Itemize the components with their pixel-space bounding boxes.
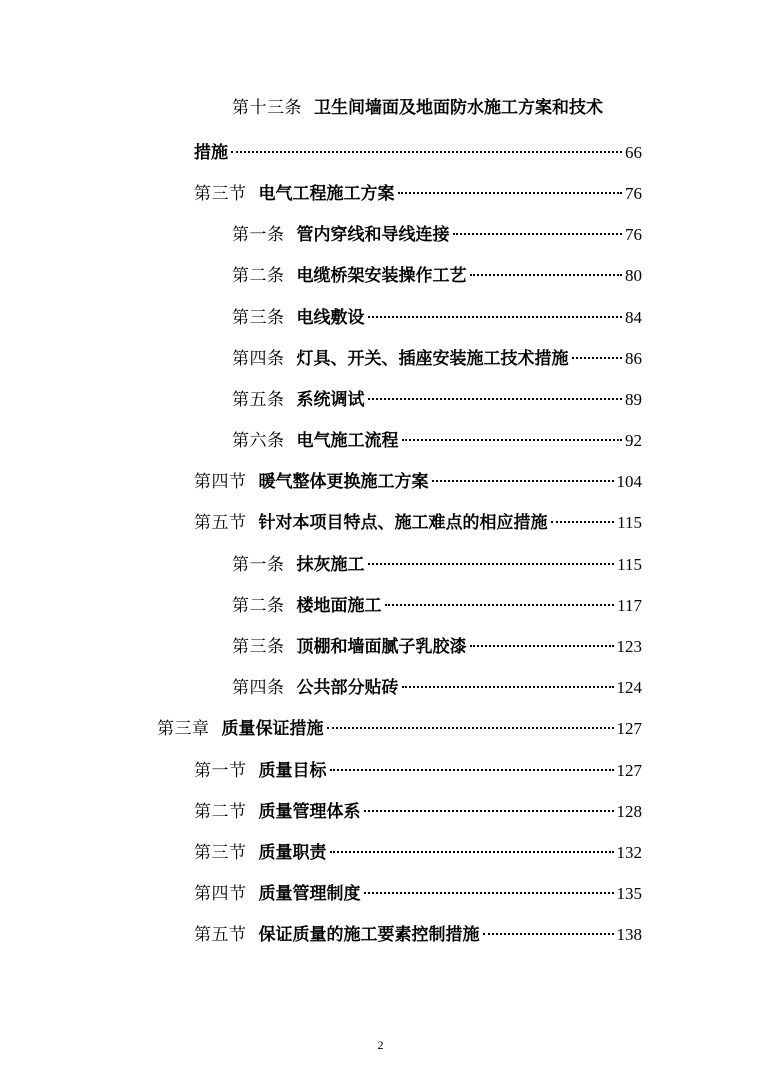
dot-leader: [330, 851, 614, 853]
dot-leader: [330, 769, 614, 771]
toc-entry-number: 第六条: [232, 431, 285, 451]
toc-entry-page: 115: [617, 555, 642, 574]
toc-entry-page: 104: [616, 472, 642, 491]
toc-entry-number: 第四条: [232, 349, 285, 369]
toc-entry-number: 第二条: [232, 596, 285, 616]
toc-entry-number: 第二条: [232, 266, 285, 286]
toc-entry-page: 128: [616, 802, 642, 821]
toc-entry-title: 电缆桥架安装操作工艺: [296, 266, 467, 286]
toc-entry-page: 115: [617, 513, 642, 532]
toc-entry-number: 第一节: [194, 761, 247, 781]
toc-entry-title: 电气施工流程: [296, 431, 399, 451]
toc-entry-title: 质量目标: [258, 761, 327, 781]
toc-entry[interactable]: [157, 714, 642, 744]
toc-entry-title: 公共部分贴砖: [296, 678, 399, 698]
toc-entry-page: 123: [616, 637, 642, 656]
toc-entry-page: 127: [616, 719, 642, 738]
toc-entry[interactable]: [232, 426, 642, 456]
toc-entry[interactable]: [232, 550, 642, 580]
toc-entry-page: 89: [625, 390, 642, 409]
toc-entry-page: 86: [625, 349, 642, 368]
toc-entry-title: 质量保证措施: [221, 719, 324, 739]
dot-leader: [368, 563, 615, 565]
toc-entry-page: 84: [625, 308, 642, 327]
toc-entry-number: 第五节: [194, 513, 247, 533]
toc-entry-number: 第三章: [157, 719, 210, 739]
dot-leader: [327, 727, 614, 729]
dot-leader: [551, 521, 615, 523]
toc-entry[interactable]: [194, 797, 642, 827]
toc-entry-number: 第一条: [232, 225, 285, 245]
toc-entry-page: 132: [616, 843, 642, 862]
dot-leader: [364, 810, 614, 812]
toc-entry-title: 针对本项目特点、施工难点的相应措施: [258, 513, 548, 533]
toc-entry-title: 电线敷设: [296, 308, 365, 328]
toc-entry-title: 卫生间墙面及地面防水施工方案和技术: [314, 98, 603, 118]
toc-entry[interactable]: [232, 385, 642, 415]
dot-leader: [398, 192, 623, 194]
dot-leader: [364, 892, 614, 894]
toc-entry-number: 第三条: [232, 308, 285, 328]
toc-entry[interactable]: [232, 673, 642, 703]
toc-entry[interactable]: [232, 344, 642, 374]
toc-entry-title: 管内穿线和导线连接: [296, 225, 450, 245]
toc-entry[interactable]: [194, 920, 642, 950]
toc-entry[interactable]: [194, 179, 642, 209]
page-number: 2: [377, 1038, 384, 1052]
dot-leader: [572, 357, 623, 359]
dot-leader: [368, 398, 623, 400]
toc-entry[interactable]: [232, 303, 642, 333]
toc-entry-page: 76: [625, 225, 642, 244]
toc-entry-page: 124: [616, 678, 642, 697]
dot-leader: [231, 151, 622, 153]
toc-entry-number: 第四节: [194, 884, 247, 904]
toc-entry-page: 92: [625, 431, 642, 450]
toc-entry[interactable]: [194, 756, 642, 786]
toc-entry-page: 66: [625, 143, 642, 162]
toc-entry[interactable]: [194, 838, 642, 868]
toc-entry-title: 暖气整体更换施工方案: [258, 472, 429, 492]
toc-entry[interactable]: [232, 591, 642, 621]
toc-entry-page: 80: [625, 266, 642, 285]
toc-entry-number: 第三节: [194, 843, 247, 863]
toc-entry-title: 灯具、开关、插座安装施工技术措施: [296, 349, 569, 369]
toc-entry-number: 第四条: [232, 678, 285, 698]
toc-entry-page: 76: [625, 184, 642, 203]
toc-entry-title: 顶棚和墙面腻子乳胶漆: [296, 637, 467, 657]
dot-leader: [483, 933, 614, 935]
toc-entry-number: 第二节: [194, 802, 247, 822]
toc-entry-number: 第十三条: [232, 98, 302, 118]
dot-leader: [402, 439, 623, 441]
toc-entry-title: 保证质量的施工要素控制措施: [258, 925, 480, 945]
toc-entry-title: 楼地面施工: [296, 596, 382, 616]
toc-entry-page: 138: [616, 925, 642, 944]
dot-leader: [385, 604, 615, 606]
toc-entry[interactable]: [232, 261, 642, 291]
toc-entry-number: 第五节: [194, 925, 247, 945]
toc-entry-number: 第一条: [232, 555, 285, 575]
toc-entry-page: 127: [616, 761, 642, 780]
dot-leader: [470, 274, 623, 276]
toc-entry-title: 质量职责: [258, 843, 327, 863]
dot-leader: [402, 686, 614, 688]
toc-entry[interactable]: [232, 93, 652, 123]
toc-entry-number: 第三条: [232, 637, 285, 657]
dot-leader: [432, 480, 614, 482]
toc-entry-title: 质量管理制度: [258, 884, 361, 904]
toc-entry-number: 第四节: [194, 472, 247, 492]
toc-entry[interactable]: [232, 632, 642, 662]
toc-entry-title: 抹灰施工: [296, 555, 365, 575]
toc-entry-number: 第三节: [194, 184, 247, 204]
toc-entry[interactable]: [232, 220, 642, 250]
dot-leader: [368, 316, 623, 318]
toc-entry[interactable]: [194, 508, 642, 538]
toc-entry[interactable]: [194, 879, 642, 909]
dot-leader: [453, 233, 623, 235]
toc-entry-title: 系统调试: [296, 390, 365, 410]
toc-entry-page: 135: [616, 884, 642, 903]
toc-entry-page: 117: [617, 596, 642, 615]
toc-entry[interactable]: [194, 467, 642, 497]
toc-entry[interactable]: [194, 138, 642, 168]
toc-entry-number: 第五条: [232, 390, 285, 410]
toc-entry-title: 电气工程施工方案: [258, 184, 395, 204]
dot-leader: [470, 645, 614, 647]
toc-entry-title: 质量管理体系: [258, 802, 361, 822]
toc-entry-title: 措施: [194, 143, 228, 163]
